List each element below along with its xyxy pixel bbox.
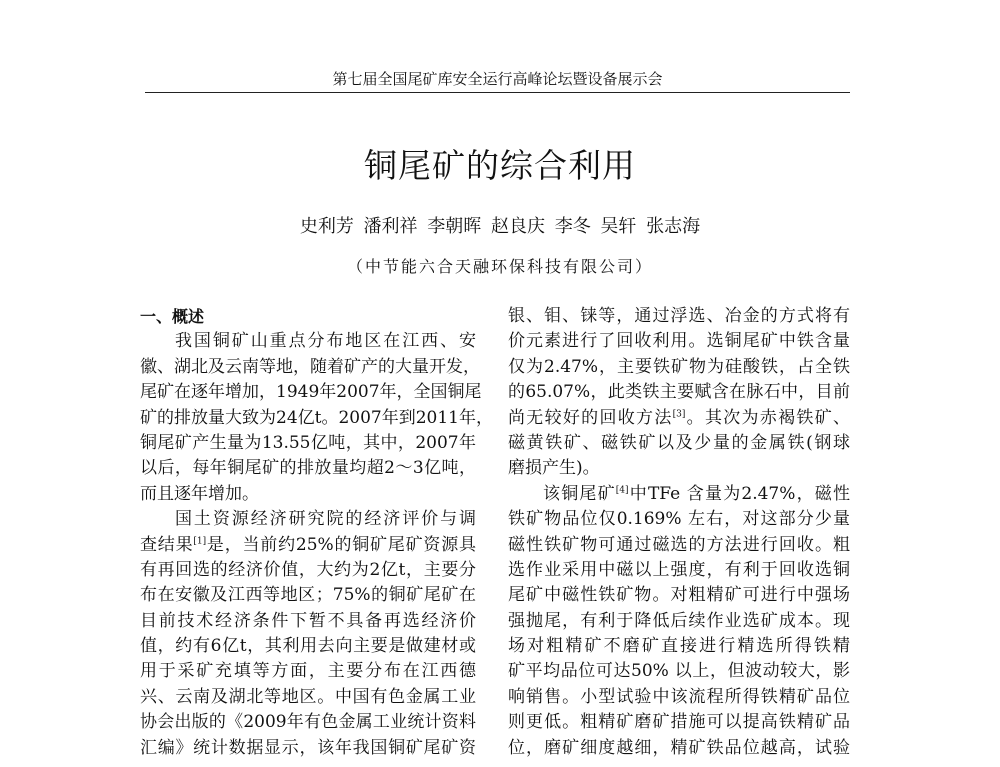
left-column [140,304,493,761]
text-segment: 一、概述 [140,307,205,326]
section-heading [140,304,476,329]
text-segment: 场对粗精矿不磨矿直接进行精选所得铁精 [508,636,850,657]
text-line [140,533,476,558]
text-segment: 尾矿在逐年增加，1949年2007年，全国铜尾 [140,382,482,403]
text-segment: 的65.07%，此类铁主要赋含在脉石中，目前 [508,382,850,403]
text-segment: 价元素进行了回收利用。选铜尾矿中铁含量 [508,331,850,352]
text-line [508,558,850,583]
text-line [140,482,476,507]
text-segment: 有再回选的经济价值，大约为2亿t，主要分 [140,559,476,580]
text-line [508,304,850,329]
text-segment: 磁性铁矿物可通过磁选的方法进行回收。粗 [508,534,850,555]
text-line [508,533,850,558]
text-line [508,507,850,532]
text-segment: 是，当前约25%的铜矿尾矿资源具 [206,534,476,555]
text-segment: 汇编》统计数据显示，该年我国铜矿尾矿资 [140,737,476,758]
text-line [140,507,476,532]
text-segment: 而且逐年增加。 [140,483,259,504]
text-segment: 强抛尾，有利于降低后续作业选矿成本。现 [508,610,850,631]
affiliation: （中节能六合天融环保科技有限公司） [346,257,653,276]
text-line [140,431,476,456]
text-segment: 尾矿中磁性铁矿物。对粗精矿可进行中强场 [508,585,850,606]
text-segment: 尚无较好的回收方法 [508,407,673,428]
text-line [140,558,476,583]
text-segment: 位，磨矿细度越细，精矿铁品位越高，试验 [508,737,850,758]
text-line [140,380,482,405]
text-segment: 查结果 [140,534,194,555]
text-line [508,634,850,659]
text-line [140,710,476,735]
text-line [508,583,850,608]
text-line [140,456,476,481]
text-segment: 。其次为赤褐铁矿、 [685,407,850,428]
text-segment: 则更低。粗精矿磨矿措施可以提高铁精矿品 [508,712,850,733]
text-line [508,380,850,405]
text-segment: 以后，每年铜尾矿的排放量均超2～3亿吨， [140,458,476,479]
right-column [508,304,850,761]
text-line [508,431,850,456]
text-segment: 我国铜矿山重点分布地区在江西、安 [175,331,476,352]
text-segment: 兴、云南及湖北等地区。中国有色金属工业 [140,686,476,707]
text-line [140,659,476,684]
paper-title: 铜尾矿的综合利用 [364,146,636,185]
citation-ref: [3] [672,408,686,419]
text-segment: 用于采矿充填等方面，主要分布在江西德 [140,661,476,682]
text-line [508,329,850,354]
text-segment: 银、钼、铼等，通过浮选、冶金的方式将有 [508,306,850,326]
text-segment: 徽、湖北及云南等地，随着矿产的大量开发， [140,356,480,377]
text-segment: 中TFe 含量为2.47%，磁性 [628,483,850,504]
text-line [508,710,850,735]
citation-ref: [4] [615,485,629,496]
text-segment: 矿的排放量大致为24亿t。2007年到2011年， [140,407,493,428]
text-segment: 该铜尾矿 [543,483,616,504]
text-segment: 布在安徽及江西等地区；75%的铜矿尾矿在 [140,585,476,606]
text-line [508,609,850,634]
authors: 史利芳 潘利祥 李朝晖 赵良庆 李冬 吴轩 张志海 [299,216,701,237]
text-segment: 磨损产生)。 [508,458,600,479]
text-line [508,482,850,507]
text-line [140,609,476,634]
text-line [508,736,850,761]
text-segment: 仅为2.47%，主要铁矿物为硅酸铁，占全铁 [508,356,850,377]
text-segment: 磁黄铁矿、磁铁矿以及少量的金属铁(钢球 [508,432,850,453]
text-segment: 值，约有6亿t，其利用去向主要是做建材或 [140,636,476,657]
text-line [140,736,476,761]
text-line [508,406,850,431]
text-line [140,329,476,354]
text-line [140,406,493,431]
text-segment: 国土资源经济研究院的经济评价与调 [175,509,476,530]
text-line [140,355,480,380]
text-line [140,634,476,659]
text-segment: 矿平均品位可达50% 以上，但波动较大，影 [508,661,850,682]
text-line [508,355,850,380]
text-line [140,583,476,608]
text-segment: 铁矿物品位仅0.169% 左右，对这部分少量 [508,509,850,530]
text-line [508,456,850,481]
running-header: 第七届全国尾矿库安全运行高峰论坛暨设备展示会 [332,70,663,88]
text-segment: 铜尾矿产生量为13.55亿吨，其中，2007年 [140,432,476,453]
text-line [508,659,850,684]
text-segment: 目前技术经济条件下暂不具备再选经济价 [140,610,476,631]
header-rule [145,92,850,93]
text-segment: 选作业采用中磁以上强度，有利于回收选铜 [508,559,850,580]
text-line [140,685,476,710]
text-segment: 协会出版的《2009年有色金属工业统计资料 [140,712,476,733]
text-line [508,685,850,710]
citation-ref: [1] [193,535,207,546]
text-segment: 响销售。小型试验中该流程所得铁精矿品位 [508,686,850,707]
